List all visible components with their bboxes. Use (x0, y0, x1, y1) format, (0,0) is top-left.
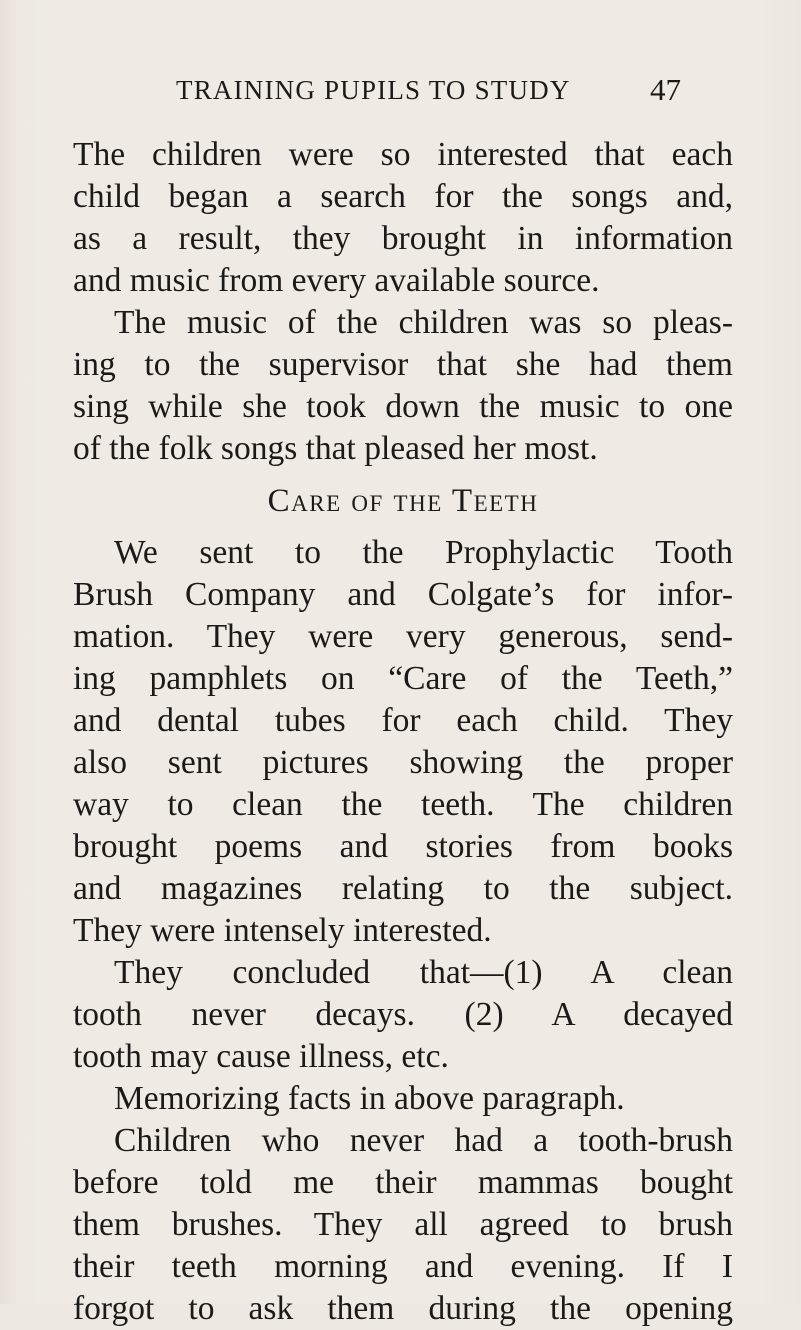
text-line: ing to the supervisor that she had them (73, 346, 733, 383)
text-line: They were intensely interested. (73, 912, 492, 949)
text-line: their teeth morning and evening. If I (73, 1248, 733, 1285)
text-line: ing pamphlets on “Care of the Teeth,” (73, 660, 733, 697)
text-line: of the folk songs that pleased her most. (73, 430, 598, 467)
text-line: The music of the children was so pleas- (114, 304, 733, 341)
paragraph (73, 302, 733, 470)
page-number: 47 (650, 72, 681, 107)
text-line: and music from every available source. (73, 262, 600, 299)
paragraph (73, 1078, 733, 1120)
body-text (73, 134, 733, 1330)
text-line: Brush Company and Colgate’s for infor- (73, 576, 733, 613)
text-line: They concluded that—(1) A clean (114, 954, 733, 991)
text-line: tooth never decays. (2) A decayed (73, 996, 733, 1033)
text-line: tooth may cause illness, etc. (73, 1038, 449, 1075)
paragraph (73, 532, 733, 952)
text-line: forgot to ask them during the opening (73, 1290, 733, 1327)
text-line: and dental tubes for each child. They (73, 702, 733, 739)
paragraph (73, 134, 733, 302)
section-heading-text: Care of the Teeth (267, 483, 539, 519)
running-head (0, 72, 801, 108)
text-line: We sent to the Prophylactic Tooth (114, 534, 733, 571)
text-line: before told me their mammas bought (73, 1164, 733, 1201)
text-line: mation. They were very generous, send- (73, 618, 733, 655)
text-line: and magazines relating to the subject. (73, 870, 733, 907)
text-line: The children were so interested that each (73, 136, 733, 173)
paragraph (73, 1120, 733, 1330)
running-title: TRAINING PUPILS TO STUDY (176, 75, 571, 105)
paragraph (73, 952, 733, 1078)
text-line: as a result, they brought in information (73, 220, 733, 257)
text-line: brought poems and stories from books (73, 828, 733, 865)
text-line: sing while she took down the music to one (73, 388, 733, 425)
text-line: child began a search for the songs and, (73, 178, 733, 215)
text-line: also sent pictures showing the proper (73, 744, 733, 781)
section-heading (73, 470, 733, 532)
text-line: Children who never had a tooth-brush (114, 1122, 733, 1159)
text-line: Memorizing facts in above paragraph. (114, 1080, 625, 1117)
text-line: way to clean the teeth. The children (73, 786, 733, 823)
text-line: them brushes. They all agreed to brush (73, 1206, 733, 1243)
